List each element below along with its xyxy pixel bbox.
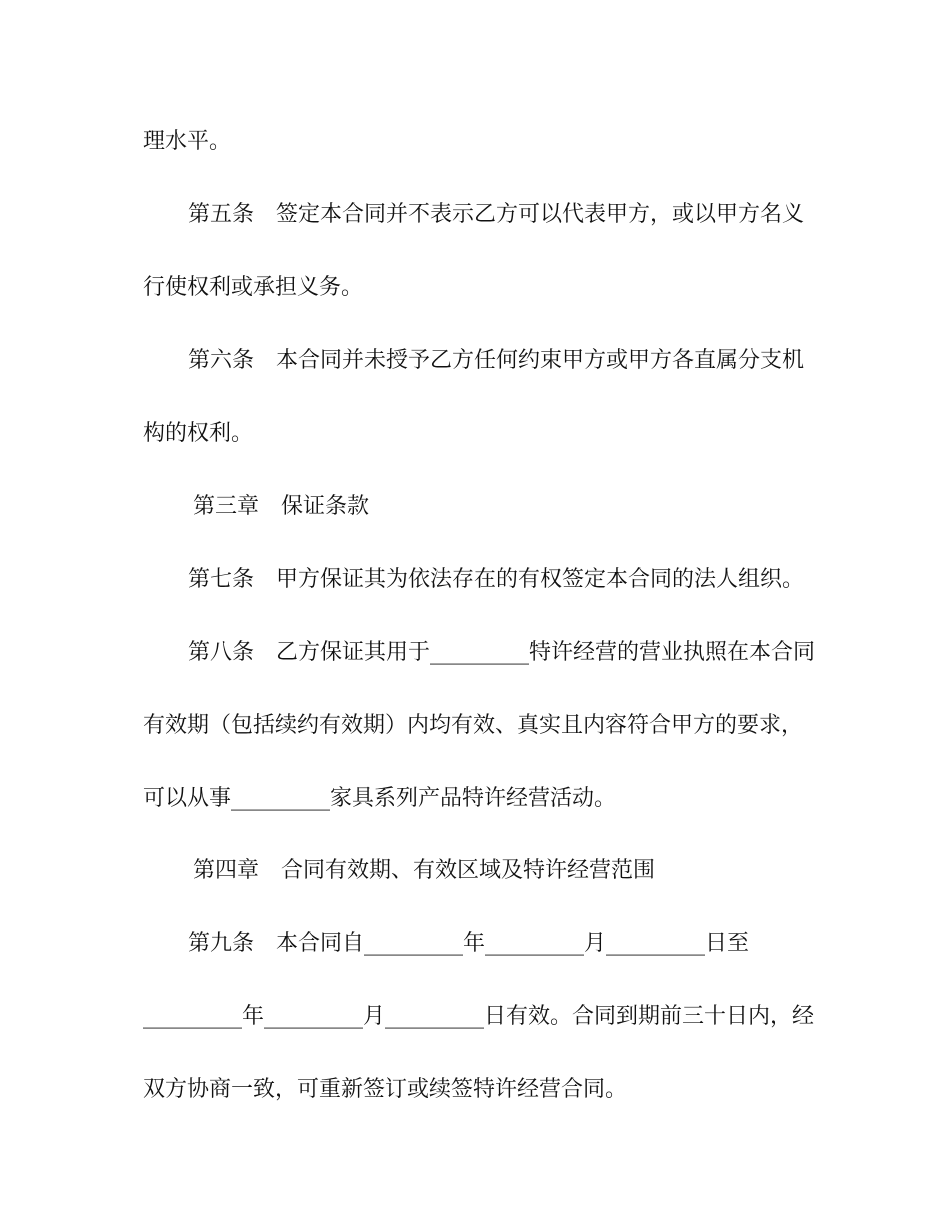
article-6-line-2: 构的权利。 [143, 421, 254, 446]
article-8-line-1: 第八条 乙方保证其用于_________特许经营的营业执照在本合同 [188, 640, 816, 665]
article-8-line-3: 可以从事_________家具系列产品特许经营活动。 [143, 786, 617, 811]
article-9-line-3: 双方协商一致，可重新签订或续签特许经营合同。 [143, 1077, 628, 1102]
chapter-3-heading: 第三章 保证条款 [193, 494, 370, 519]
article-6-line-1: 第六条 本合同并未授予乙方任何约束甲方或甲方各直属分支机 [188, 348, 805, 373]
article-8-line-2: 有效期（包括续约有效期）内均有效、真实且内容符合甲方的要求， [143, 713, 804, 738]
article-9-line-1: 第九条 本合同自_________年_________月_________日至 [188, 931, 750, 956]
article-5-line-2: 行使权利或承担义务。 [143, 275, 364, 300]
chapter-4-heading: 第四章 合同有效期、有效区域及特许经营范围 [193, 858, 656, 883]
article-7-line-1: 第七条 甲方保证其为依法存在的有权签定本合同的法人组织。 [188, 567, 805, 592]
article-5-line-1: 第五条 签定本合同并不表示乙方可以代表甲方，或以甲方名义 [188, 202, 805, 227]
article-9-line-2: _________年_________月_________日有效。合同到期前三十日内，经 [143, 1004, 815, 1029]
paragraph-line-continuation: 理水平。 [143, 129, 232, 154]
